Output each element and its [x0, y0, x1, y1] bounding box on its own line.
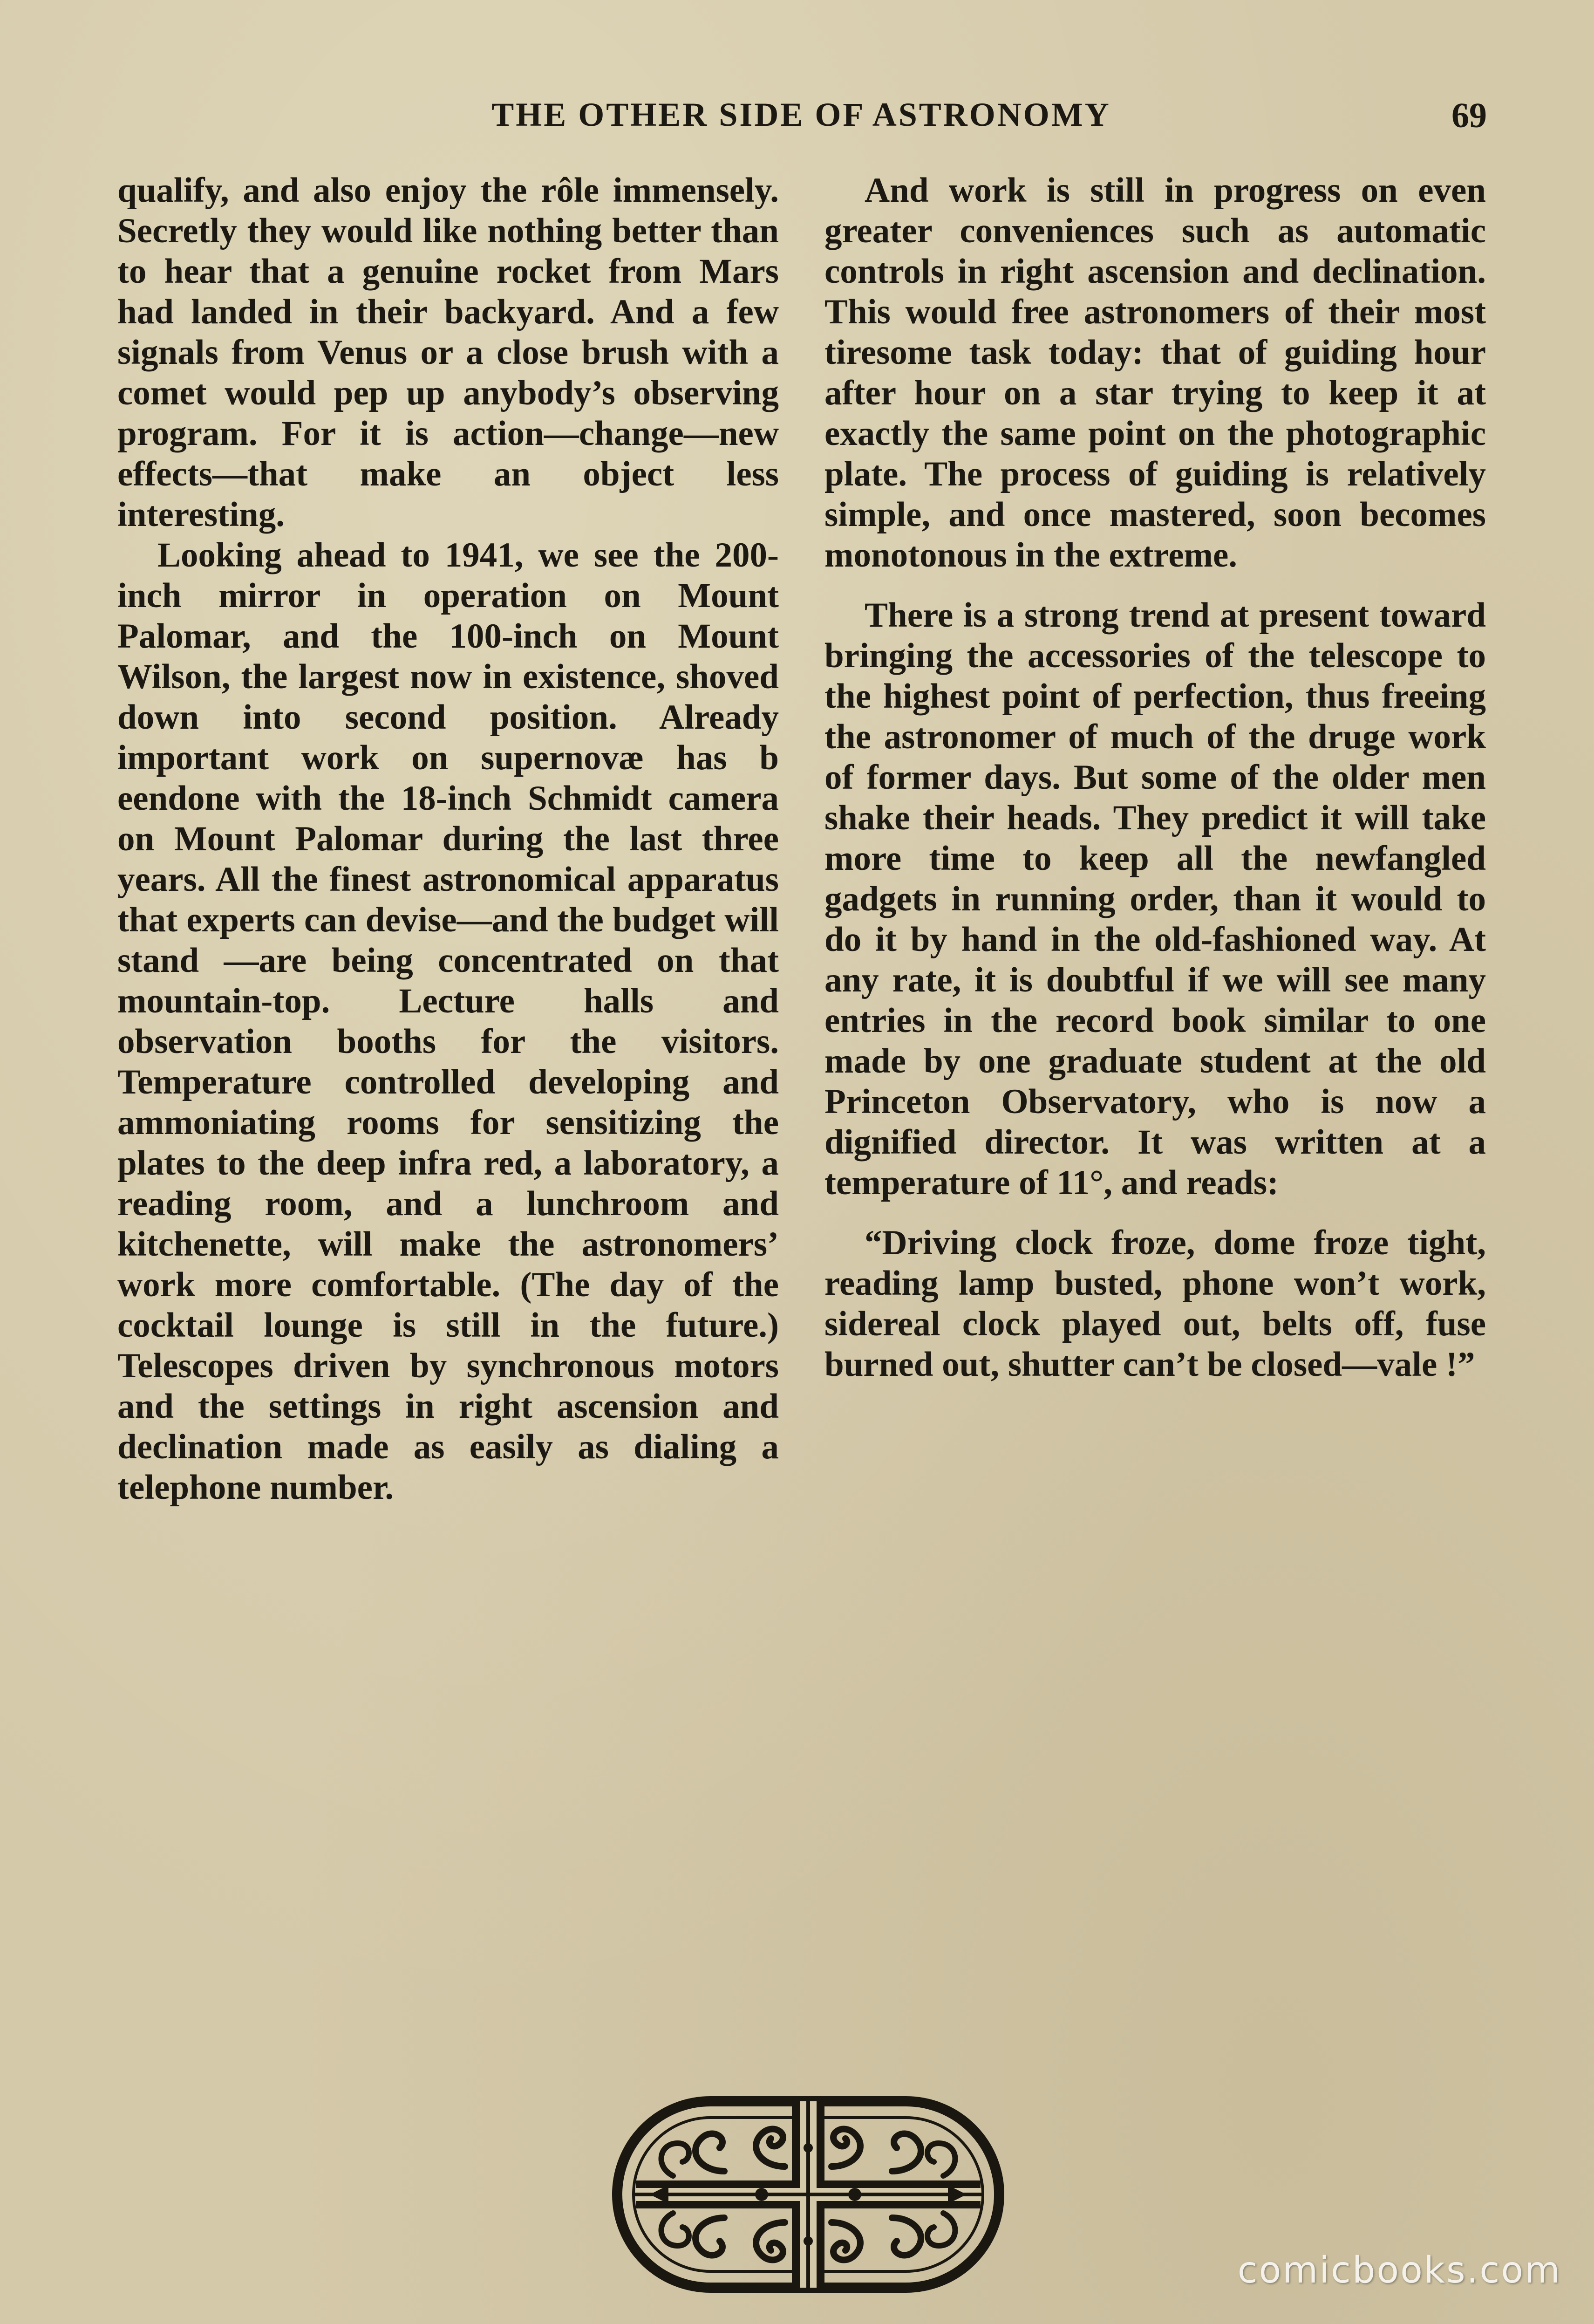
left-paragraph-1: qualify, and also enjoy the rôle immensely. Secretly they would like nothing better than to hear that a genuine rocket from Mars had landed in their backyard. And a few signals from Venus or a close brush with a comet would pep up anybody’s observing program. For it is action—change—new effects—that make an object less interesting. [117, 171, 779, 534]
running-head: THE OTHER SIDE OF ASTRONOMY [491, 96, 1111, 133]
left-paragraph-2: Looking ahead to 1941, we see the 200-inch mirror in operation on Mount Palomar, and the 100-inch on Mount Wilson, the largest now in existence, shoved down into second position. Already important work on supernovæ has b eendone with the 18-inch Schmidt camera on Mount Palomar during the last three years. All the finest astronomical apparatus that experts can devise—and the budget will stand —are being concentrated on that mountain-top. Lecture halls and observation booths for the visitors. Temperature controlled developing and ammoniating rooms for sensitizing the plates to the deep infra red, a laboratory, a reading room, and a lunchroom and kitchenette, will make the astronomers’ work more comfortable. (The day of the cocktail lounge is still in the future.) Telescopes driven by synchronous motors and the settings in right ascension and declination made as easily as dialing a telephone number. [117, 536, 779, 1507]
right-paragraph-1: And work is still in progress on even greater conveniences such as automatic controls in right ascension and declination. This would free astronomers of their most tiresome task today: that of guiding hour after hour on a star trying to keep it at exactly the same point on the photographic plate. The process of guiding is relatively simple, and once mastered, soon becomes monotonous in the extreme. [824, 171, 1486, 574]
right-column [824, 170, 1486, 1385]
page-number: 69 [1451, 96, 1487, 135]
decorative-scroll-ornament-icon [608, 2092, 1008, 2297]
right-paragraph-3-quote: “Driving clock froze, dome froze tight, reading lamp busted, phone won’t work, sidereal clock played out, belts off, fuse burned out, shutter can’t be closed—vale !” [824, 1224, 1486, 1384]
watermark: comicbooks.com [1237, 2249, 1561, 2291]
left-column [117, 170, 779, 1508]
right-paragraph-2: There is a strong trend at present toward bringing the accessories of the telescope to the highest point of perfection, thus freeing the astronomer of much of the druge work of former days. But some of the older men shake their heads. They predict it will take more time to keep all the newfangled gadgets in running order, than it would to do it by hand in the old-fashioned way. At any rate, it is doubtful if we will see many entries in the record book similar to one made by one graduate student at the old Princeton Observatory, who is now a dignified director. It was written at a temperature of 11°, and reads: [824, 596, 1486, 1202]
